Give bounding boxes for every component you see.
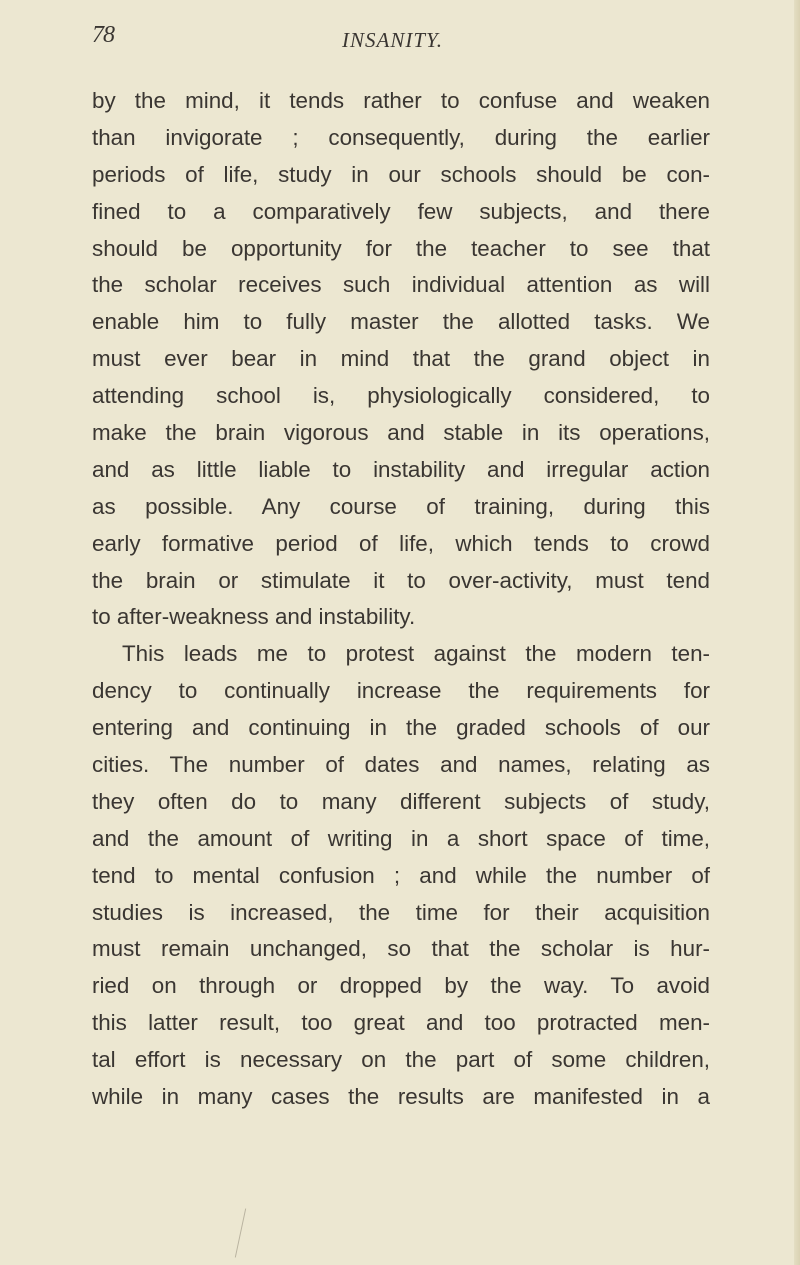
text-line: the scholar receives such individual attention as will [92,272,710,298]
text-line: periods of life, study in our schools should be con- [92,161,710,187]
text-line: cities. The number of dates and names, relating as [92,752,710,778]
page-edge [794,0,800,1265]
running-head: INSANITY. [342,28,444,52]
text-line: early formative period of life, which tends to crowd [92,530,710,556]
text-line: studies is increased, the time for their acquisition [92,899,710,925]
text-line: and as little liable to instability and irregular action [92,456,710,482]
text-line: they often do to many different subjects of study, [92,788,710,814]
text-line: tal effort is necessary on the part of some children, [92,1047,710,1073]
paragraph-start-line: This leads me to protest against the modern ten- [122,641,710,667]
text-line: must ever bear in mind that the grand object in [92,346,710,372]
text-line: and the amount of writing in a short space of time, [92,825,710,851]
text-line: than invigorate ; consequently, during the earlier [92,124,710,150]
page-header [92,22,712,62]
text-line: the brain or stimulate it to over-activity, must tend [92,567,710,593]
text-line: to after-weakness and instability. [92,604,416,630]
text-line: by the mind, it tends rather to confuse and weaken [92,88,710,113]
text-line: fined to a comparatively few subjects, and there [92,198,710,224]
page-number: 78 [92,22,114,48]
text-line: ried on through or dropped by the way. To avoid [92,973,710,999]
text-line: tend to mental confusion ; and while the number of [92,862,710,888]
text-line: as possible. Any course of training, during this [92,493,710,519]
text-line: should be opportunity for the teacher to see that [92,235,710,261]
body-text [92,83,710,1116]
text-line: dency to continually increase the requirements for [92,678,710,704]
text-line: while in many cases the results are manifested in a [92,1084,710,1110]
text-line: attending school is, physiologically considered, to [92,383,710,409]
pencil-mark [235,1208,246,1257]
text-line: entering and continuing in the graded schools of our [92,715,710,741]
text-line: this latter result, too great and too protracted men- [92,1010,710,1036]
text-line: make the brain vigorous and stable in its operations, [92,420,710,446]
text-line: enable him to fully master the allotted tasks. We [92,309,710,335]
text-line: must remain unchanged, so that the scholar is hur- [92,936,710,962]
